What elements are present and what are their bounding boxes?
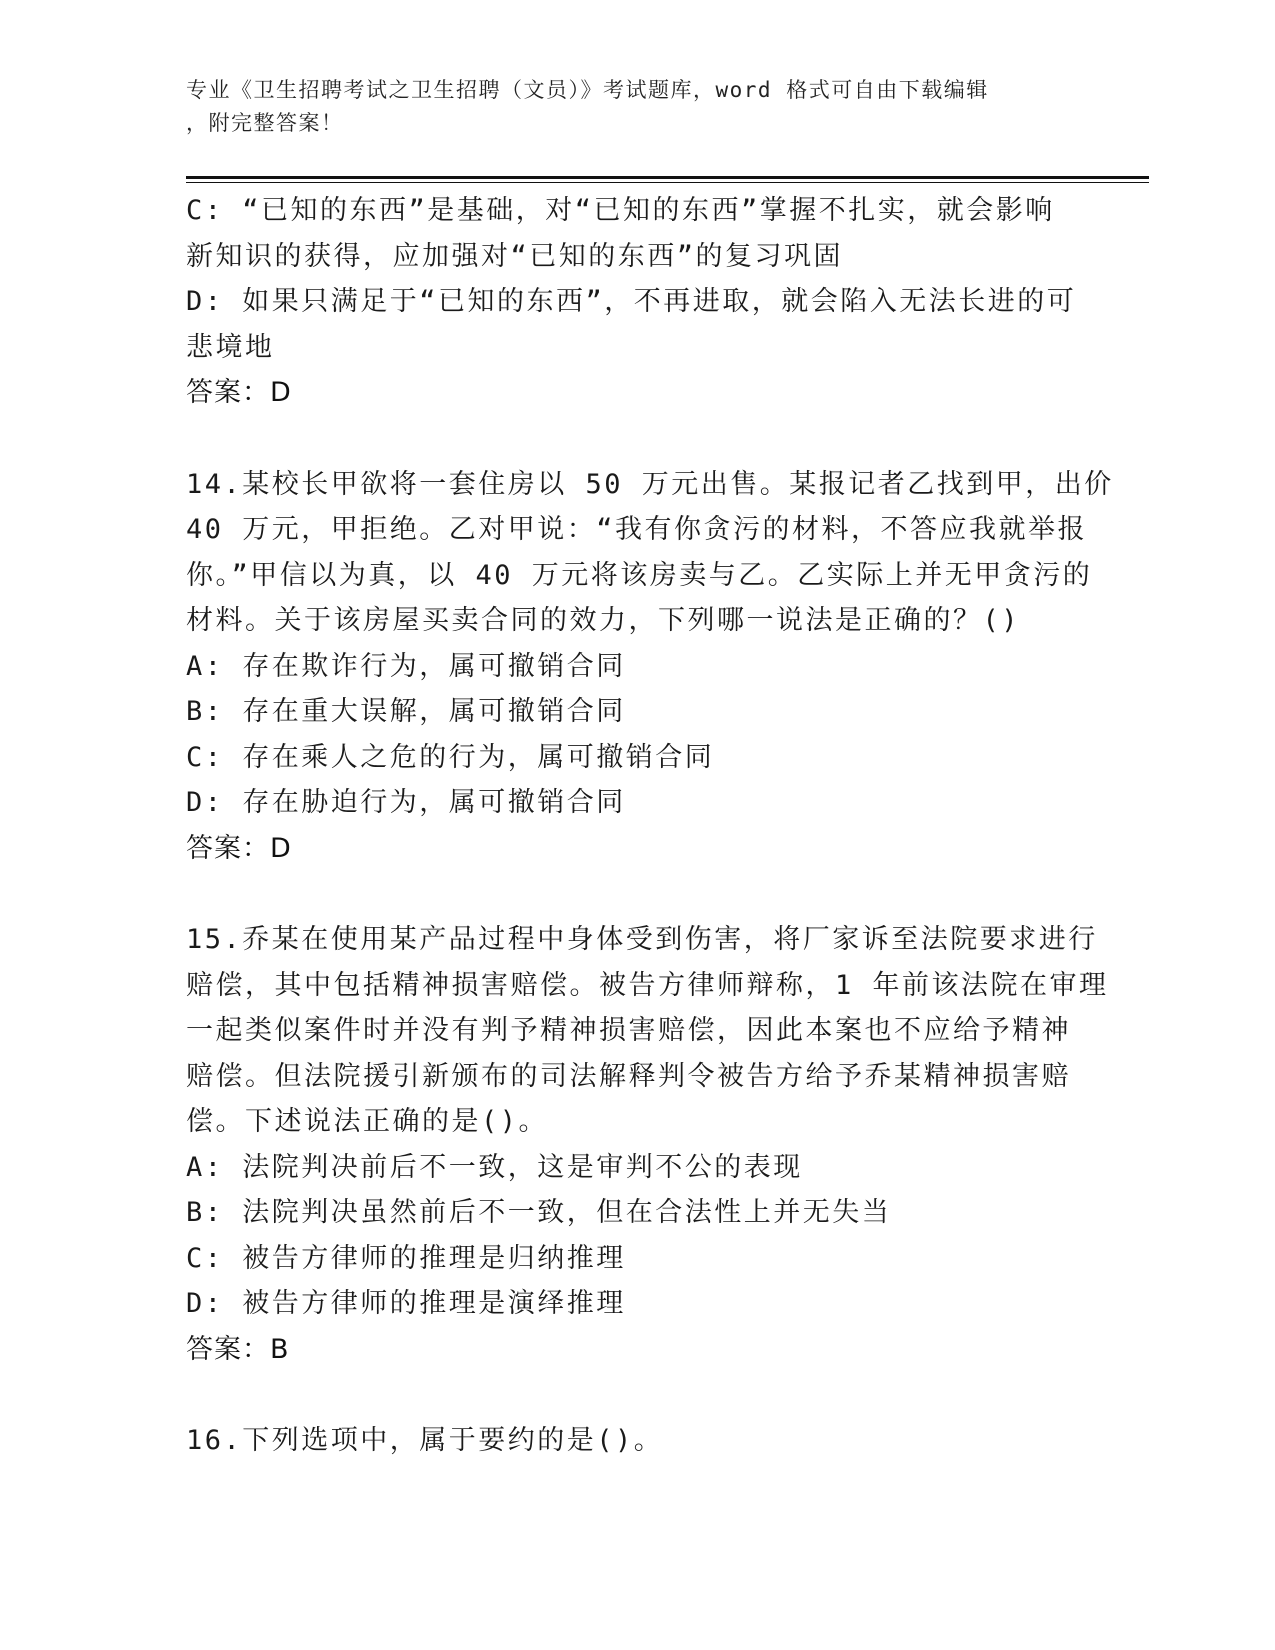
answer-label: 答案：D <box>186 832 292 864</box>
spacer <box>186 416 1086 462</box>
header-divider-thin <box>186 182 1149 183</box>
option-a: A: 法院判决前后不一致，这是审判不公的表现 <box>186 1151 803 1183</box>
answer-label: 答案：D <box>186 377 292 408</box>
header-line-1: 专业《卫生招聘考试之卫生招聘（文员）》考试题库，word 格式可自由下载编辑 <box>186 78 989 102</box>
option-b: B: 法院判决虽然前后不一致，但在合法性上并无失当 <box>186 1197 892 1228</box>
spacer <box>186 1372 1086 1418</box>
option-c: C: 存在乘人之危的行为，属可撤销合同 <box>186 741 715 773</box>
spacer <box>186 871 1086 917</box>
previous-question <box>186 188 1086 416</box>
question-stem: 16.下列选项中，属于要约的是()。 <box>186 1425 664 1456</box>
question-stem: 材料。关于该房屋买卖合同的效力，下列哪一说法是正确的？() <box>186 605 1021 636</box>
answer-label: 答案：B <box>186 1333 290 1365</box>
question-stem: 偿。下述说法正确的是()。 <box>186 1106 549 1137</box>
header-divider-thick <box>186 176 1149 179</box>
option-d: D: 被告方律师的推理是演绎推理 <box>186 1288 626 1319</box>
question-stem: 赔偿。但法院援引新颁布的司法解释判令被告方给予乔某精神损害赔 <box>186 1060 1071 1092</box>
option-d-continued: 悲境地 <box>186 331 275 363</box>
option-c: C: 被告方律师的推理是归纳推理 <box>186 1242 626 1274</box>
option-a: A: 存在欺诈行为，属可撤销合同 <box>186 650 626 682</box>
option-d: D: 存在胁迫行为，属可撤销合同 <box>186 787 626 818</box>
question-stem: 赔偿，其中包括精神损害赔偿。被告方律师辩称，1 年前该法院在审理 <box>186 969 1109 1001</box>
document-body <box>186 188 1114 1464</box>
question-16 <box>186 1418 1086 1464</box>
option-d: D: 如果只满足于“已知的东西”，不再进取，就会陷入无法长进的可 <box>186 286 1077 317</box>
question-stem: 40 万元，甲拒绝。乙对甲说：“我有你贪污的材料，不答应我就举报 <box>186 514 1088 545</box>
question-stem: 15.乔某在使用某产品过程中身体受到伤害，将厂家诉至法院要求进行 <box>186 924 1098 955</box>
question-14 <box>186 462 1114 872</box>
option-b: B: 存在重大误解，属可撤销合同 <box>186 696 626 727</box>
question-15 <box>186 917 1109 1372</box>
option-c-continued: 新知识的获得，应加强对“已知的东西”的复习巩固 <box>186 240 844 272</box>
option-c: C: “已知的东西”是基础，对“已知的东西”掌握不扎实，就会影响 <box>186 195 1055 226</box>
document-header <box>186 74 1076 140</box>
header-line-2: ，附完整答案！ <box>186 111 344 135</box>
question-stem: 14.某校长甲欲将一套住房以 50 万元出售。某报记者乙找到甲，出价 <box>186 468 1114 500</box>
question-stem: 你。”甲信以为真，以 40 万元将该房卖与乙。乙实际上并无甲贪污的 <box>186 559 1093 591</box>
question-stem: 一起类似案件时并没有判予精神损害赔偿，因此本案也不应给予精神 <box>186 1015 1071 1046</box>
